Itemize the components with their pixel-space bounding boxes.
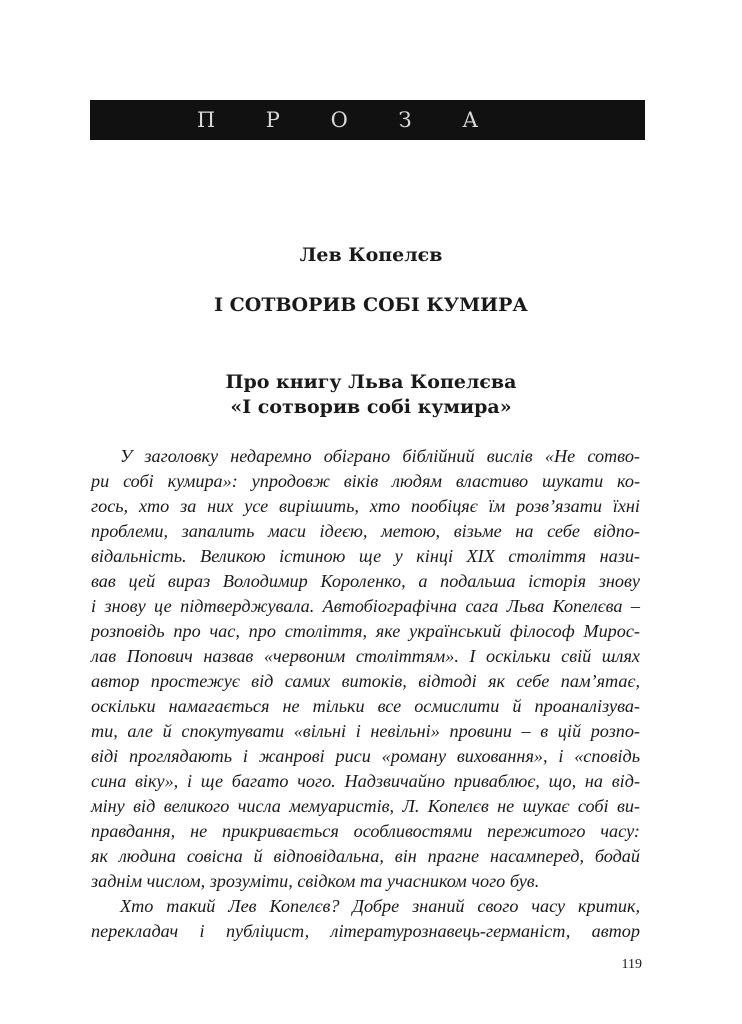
body-line: і знову це підтверджувала. Автобіографічна сага Льва Копелєва –	[91, 596, 640, 616]
article-author: Лев Копелєв	[299, 244, 443, 266]
body-line: міну від великого числа мемуаристів, Л. Копелєв не шукає собі ви-	[91, 796, 640, 816]
body-line: заднім числом, зрозуміти, свідком та учасником чого був.	[91, 871, 540, 891]
body-line: оскільки намагається не тільки все осмислити й проаналізува-	[91, 696, 640, 716]
subtitle-line-1: Про книгу Льва Копелєва	[225, 371, 517, 393]
body-line: правдання, не прикривається особливостями пережитого часу:	[91, 821, 640, 841]
section-banner	[90, 100, 645, 140]
article-body	[91, 444, 640, 944]
body-line: ти, але й спокутувати «вільні і невільні» провини – в цій розпо-	[91, 721, 640, 741]
body-line: як людина совісна й відповідальна, він прагне насамперед, бодай	[91, 846, 640, 866]
body-line: У заголовку недаремно обіграно біблійний вислів «Не сотво-	[120, 446, 640, 466]
body-line: проблеми, запалить маси ідеєю, метою, візьме на себе відпо-	[91, 521, 640, 541]
article-subtitle	[0, 370, 742, 420]
body-line: розповідь про час, про століття, яке український філософ Мирос-	[91, 621, 640, 641]
article-title: І СОТВОРИВ СОБІ КУМИРА	[214, 294, 528, 316]
body-line: Хто такий Лев Копелєв? Добре знаний свого часу критик,	[120, 896, 640, 916]
page-number: 119	[621, 957, 642, 972]
body-line: перекладач і публіцист, літературознавець-германіст, автор	[91, 921, 640, 941]
body-line: лав Попович назвав «червоним століттям». І оскільки свій шлях	[91, 646, 640, 666]
body-line: ри собі кумира»: упродовж віків людям властиво шукати ко-	[91, 471, 640, 491]
body-line: сина віку», і ще багато чого. Надзвичайно приваблює, що, на від-	[91, 771, 640, 791]
body-line: віді проглядають і жанрові риси «роману виховання», і «сповідь	[91, 746, 640, 766]
body-line: вав цей вираз Володимир Короленко, а подальша історія знову	[91, 571, 640, 591]
body-line: відальність. Великою істиною ще у кінці XIX століття нази-	[91, 546, 640, 566]
section-label: П Р О З А	[196, 108, 501, 132]
body-line: гось, хто за них усе вирішить, хто пообіцяє їм розв’язати їхні	[91, 496, 640, 516]
subtitle-line-2: «І сотворив собі кумира»	[230, 396, 512, 418]
body-line: автор простежує від самих витоків, відтоді як себе пам’ятає,	[91, 671, 640, 691]
